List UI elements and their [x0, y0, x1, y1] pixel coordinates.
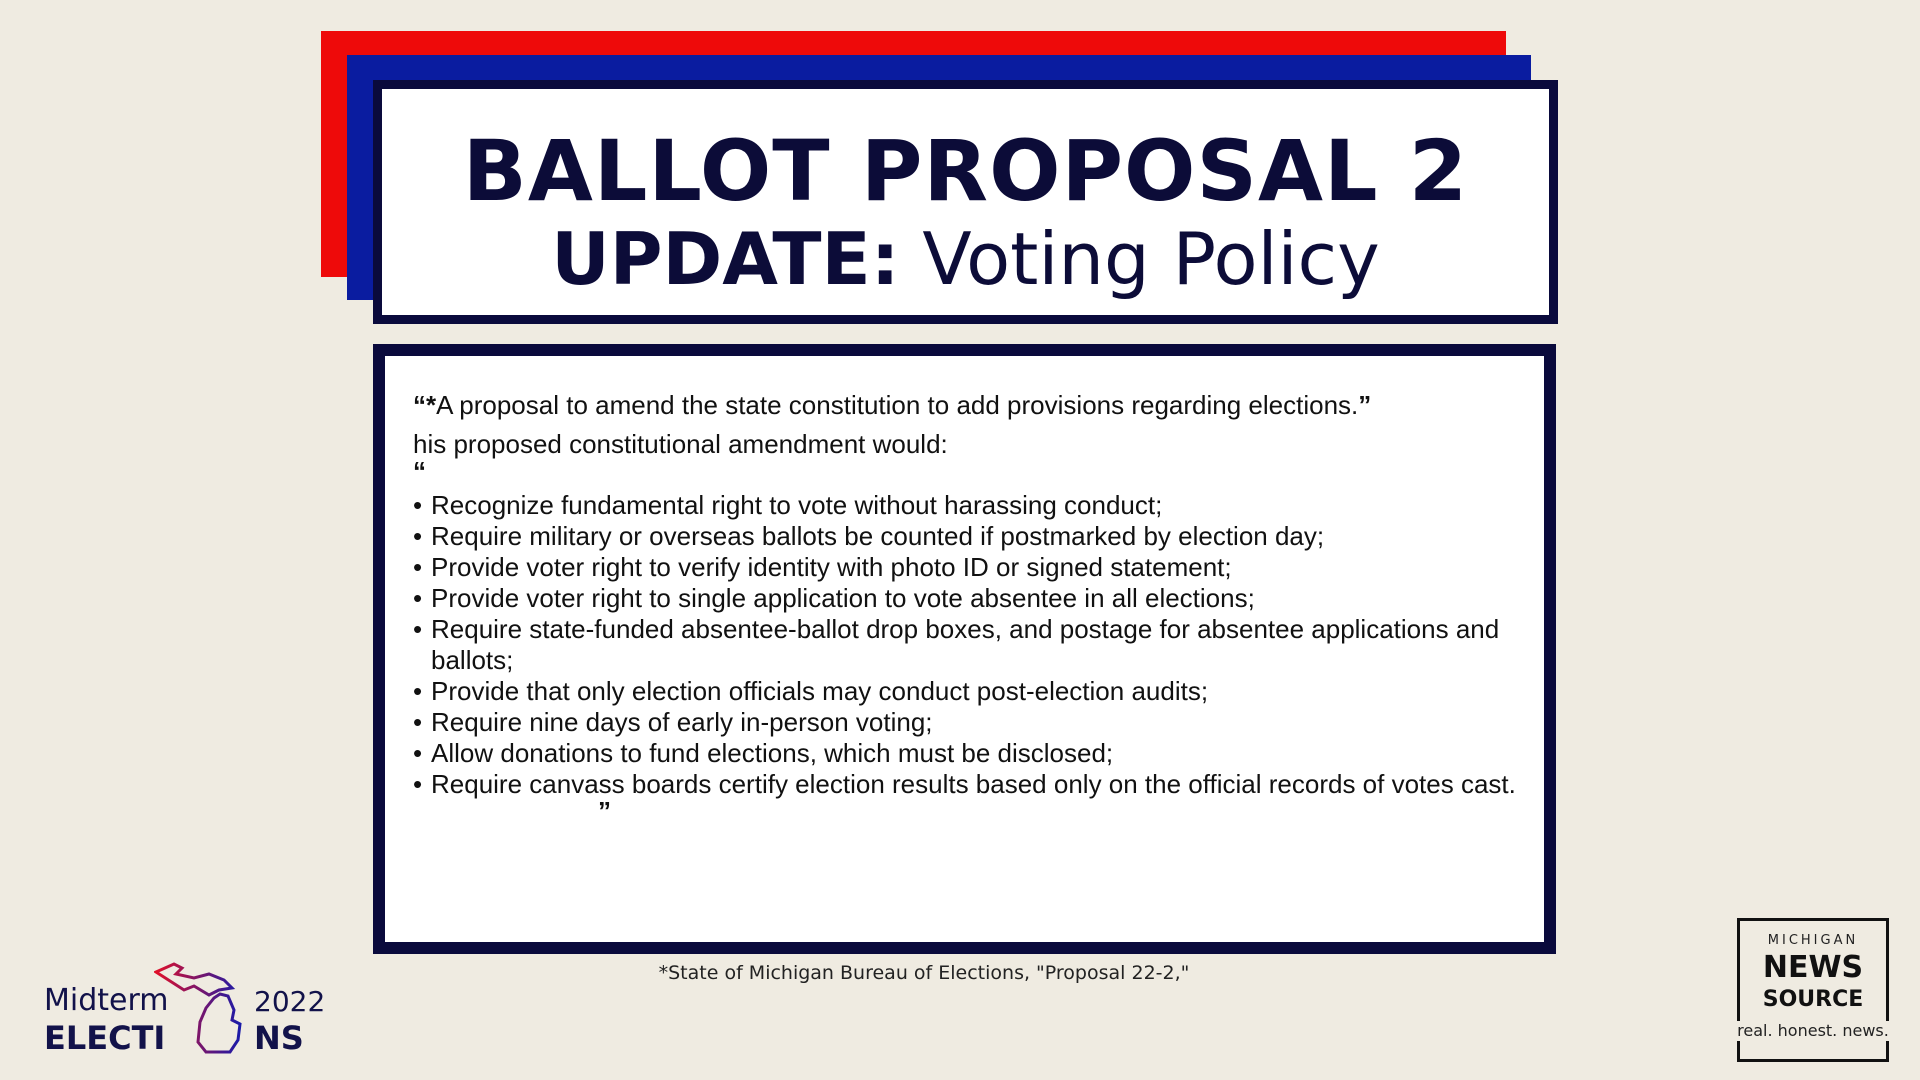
- title-topic: Voting Policy: [922, 217, 1380, 301]
- logo-news: NEWS: [1762, 950, 1864, 985]
- list-item: • Require military or overseas ballots be counted if postmarked by election day;: [413, 521, 1523, 552]
- title-update: UPDATE:: [551, 217, 900, 301]
- logo-tagline: real. honest. news.: [1720, 1021, 1906, 1041]
- footnote: *State of Michigan Bureau of Elections, "Proposal 22-2,": [658, 962, 1190, 984]
- provision-list: [413, 490, 1523, 800]
- list-item: • Allow donations to fund elections, which must be disclosed;: [413, 738, 1523, 769]
- list-item: • Require canvass boards certify election results based only on the official records of votes cast.: [413, 769, 1523, 800]
- list-item: • Require nine days of early in-person voting;: [413, 707, 1523, 738]
- close-quote: ”: [1358, 390, 1372, 420]
- list-open-quote: “: [413, 456, 426, 486]
- logo-year: 2022: [254, 985, 326, 1018]
- title-line-1: BALLOT PROPOSAL 2: [462, 122, 1469, 220]
- list-item: • Provide that only election officials may conduct post-election audits;: [413, 676, 1523, 707]
- list-item: • Recognize fundamental right to vote without harassing conduct;: [413, 490, 1523, 521]
- content-box: [373, 344, 1556, 954]
- logo-midterm-text: Midterm: [44, 983, 169, 1018]
- intro-text: A proposal to amend the state constitution to add provisions regarding elections.: [436, 390, 1359, 420]
- michigan-map-icon: [154, 960, 254, 1055]
- list-item: • Provide voter right to verify identity with photo ID or signed statement;: [413, 552, 1523, 583]
- logo-source: SOURCE: [1762, 987, 1864, 1012]
- midterm-elections-logo: [44, 960, 334, 1060]
- list-close-quote: ”: [598, 796, 611, 826]
- list-item: • Require state-funded absentee-ballot drop boxes, and postage for absentee applications and ballots;: [413, 614, 1523, 676]
- logo-michigan: MICHIGAN: [1767, 933, 1859, 948]
- lead-text: his proposed constitutional amendment would:: [413, 429, 948, 459]
- open-quote: “*: [413, 390, 437, 420]
- title-box: [373, 80, 1558, 324]
- logo-elections-text: ELECTI: [44, 1019, 166, 1057]
- michigan-news-source-logo: [1737, 918, 1889, 1062]
- intro-paragraph: [413, 390, 1523, 421]
- title-line-2: [382, 217, 1549, 301]
- list-item: • Provide voter right to single application to vote absentee in all elections;: [413, 583, 1523, 614]
- logo-elections-suffix: NS: [254, 1019, 304, 1057]
